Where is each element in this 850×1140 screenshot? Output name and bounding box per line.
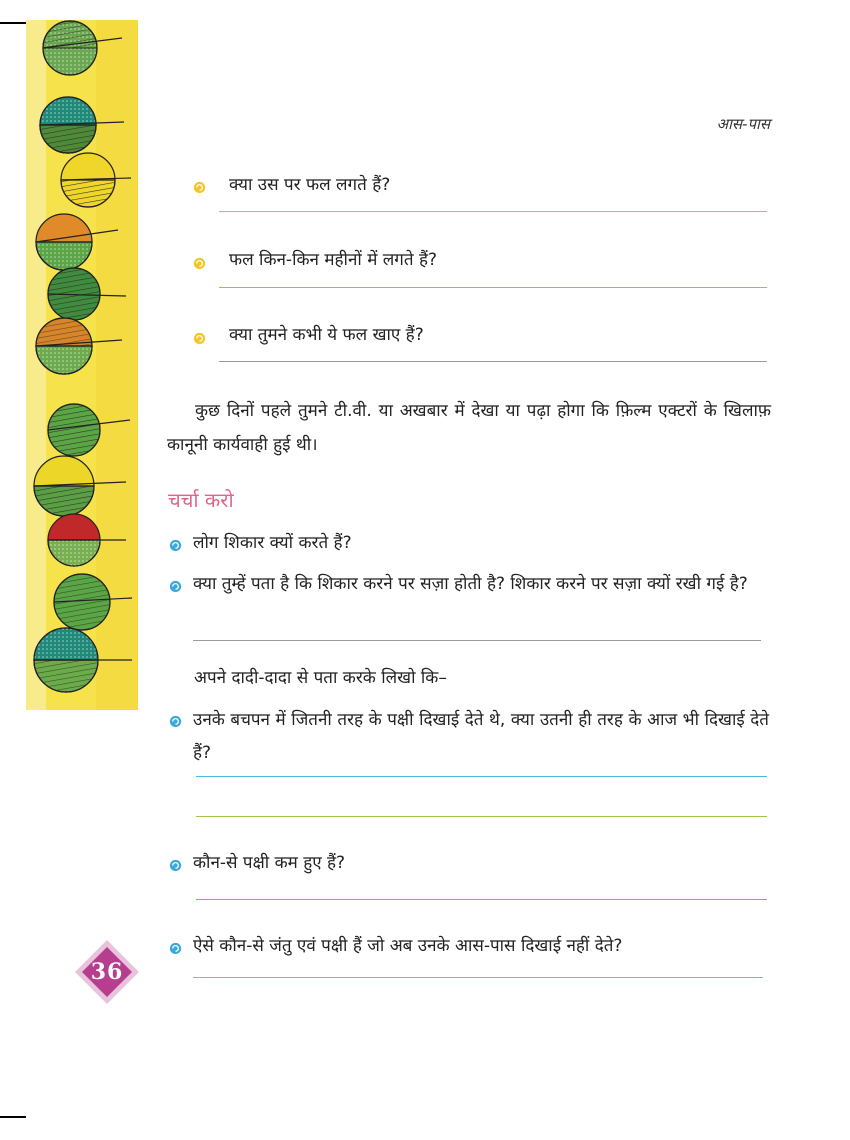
question-fruit-months: फल किन-किन महीनों में लगते हैं? <box>229 250 438 270</box>
answer-line[interactable] <box>196 899 767 900</box>
question-fewer-birds: कौन-से पक्षी कम हुए हैं? <box>193 853 346 873</box>
body-paragraph: कुछ दिनों पहले तुमने टी.वी. या अखबार में देखा या पढ़ा होगा कि फ़िल्म एक्टरों के खिलाफ़ कानूनी कार्यवाही हुई थी। <box>167 401 771 455</box>
decorative-leaf-border <box>26 20 138 710</box>
bullet-icon <box>168 537 183 552</box>
bullet-icon <box>168 857 183 872</box>
answer-line[interactable] <box>196 776 767 777</box>
question-eaten-fruits: क्या तुमने कभी ये फल खाए हैं? <box>229 325 424 345</box>
answer-line[interactable] <box>219 211 767 212</box>
question-fruits: क्या उस पर फल लगते हैं? <box>229 175 391 195</box>
answer-line[interactable] <box>193 977 763 978</box>
question-why-hunt: लोग शिकार क्यों करते हैं? <box>193 533 352 553</box>
bullet-icon <box>168 713 183 728</box>
bullet-icon <box>192 255 207 270</box>
answer-line[interactable] <box>219 287 767 288</box>
bullet-icon <box>192 330 207 345</box>
crop-mark-top <box>0 22 26 24</box>
instruction-text: अपने दादी-दादा से पता करके लिखो कि– <box>194 668 447 688</box>
bullet-icon <box>168 940 183 955</box>
page-number: 36 <box>90 959 124 985</box>
answer-line[interactable] <box>196 816 767 817</box>
question-missing-animals: ऐसे कौन-से जंतु एवं पक्षी हैं जो अब उनके आस-पास दिखाई नहीं देते? <box>193 936 623 956</box>
section-heading: चर्चा करो <box>168 488 234 512</box>
running-header: आस-पास <box>716 115 770 133</box>
bullet-icon <box>192 179 207 194</box>
crop-mark-bottom <box>0 1116 26 1118</box>
bullet-icon <box>168 578 183 593</box>
question-bird-variety: उनके बचपन में जितनी तरह के पक्षी दिखाई देते थे, क्या उतनी ही तरह के आज भी दिखाई देते हैं? <box>193 710 769 763</box>
answer-line[interactable] <box>219 361 767 362</box>
question-hunting-punishment: क्या तुम्हें पता है कि शिकार करने पर सज़ा होती है? शिकार करने पर सज़ा क्यों रखी गई है? <box>193 574 748 594</box>
answer-line[interactable] <box>193 640 761 641</box>
